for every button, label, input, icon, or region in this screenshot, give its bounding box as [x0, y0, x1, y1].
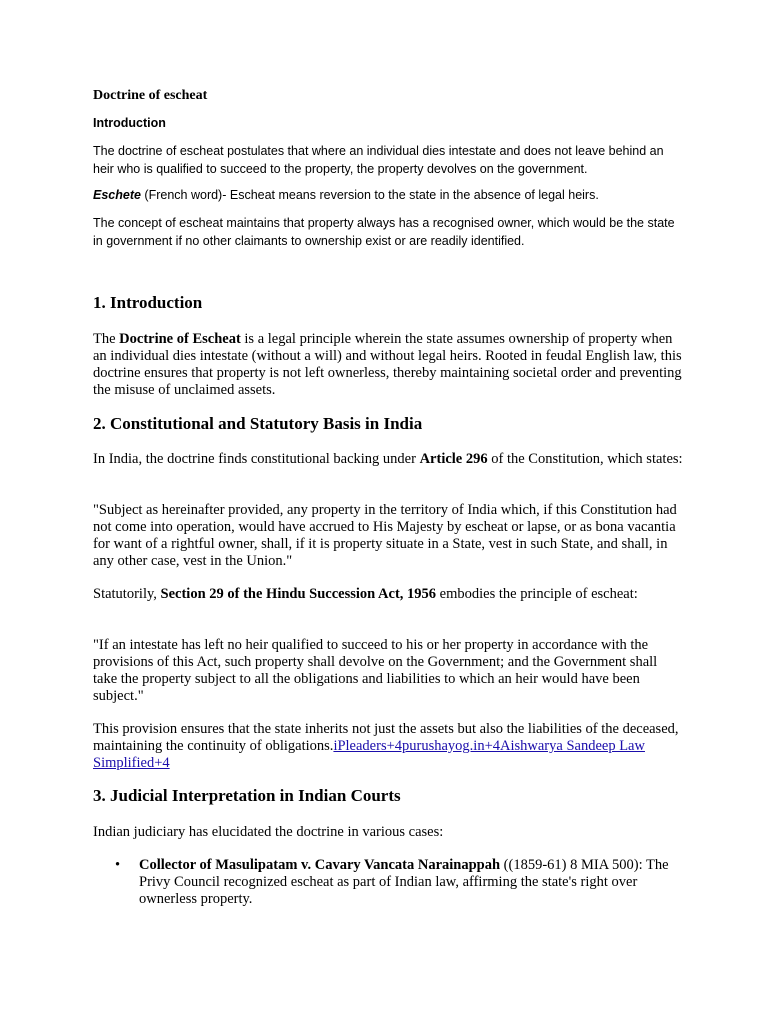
case-list	[93, 857, 683, 908]
section2-p3-text: This provision ensures that the state inherits not just the assets but also the liabilities of the deceased, maintaining the continuity of obligations.	[93, 721, 679, 754]
section1-text-bold: Doctrine of Escheat	[119, 331, 241, 347]
bullet-icon: •	[115, 857, 121, 873]
section1-paragraph	[93, 331, 683, 399]
section2-p1-pre: In India, the doctrine finds constitutional backing under	[93, 451, 420, 467]
section2-heading: 2. Constitutional and Statutory Basis in India	[93, 414, 423, 433]
section2-paragraph2	[93, 586, 683, 603]
case-name: Collector of Masulipatam v. Cavary Vancata Narainappah	[139, 857, 501, 873]
eschete-definition: (French word)- Escheat means reversion to the state in the absence of legal heirs.	[140, 188, 599, 202]
section2-p2-post: embodies the principle of escheat:	[436, 586, 638, 602]
section3-heading: 3. Judicial Interpretation in Indian Courts	[93, 786, 401, 805]
section3-intro: Indian judiciary has elucidated the doctrine in various cases:	[93, 824, 444, 840]
section1-text-post: is a legal principle wherein the state assumes ownership of property when an individual dies intestate (without a will) and without legal heirs. Rooted in feudal English law, this doctrine ensures that property is not left ownerless, thereby maintaining societal order and preventing the misuse of unclaimed assets.	[93, 331, 682, 398]
section2-paragraph1	[93, 451, 683, 468]
section29-quote: "If an intestate has left no heir qualified to succeed to his or her property in accordance with the provisions of this Act, such property shall devolve on the Government; and the Government shall take the property subject to all the obligations and liabilities to which an heir would have been subject."	[93, 637, 658, 704]
section2-paragraph3	[93, 721, 683, 772]
intro-heading: Introduction	[93, 116, 166, 130]
intro-paragraph: The doctrine of escheat postulates that where an individual dies intestate and does not leave behind an heir who is qualified to succeed to the property, the property devolves on the government.	[93, 144, 664, 176]
section1-heading: 1. Introduction	[93, 293, 203, 312]
document-title: Doctrine of escheat	[93, 88, 208, 103]
section1-text-pre: The	[93, 331, 120, 347]
concept-paragraph: The concept of escheat maintains that property always has a recognised owner, which would be the state in government if no other claimants to ownership exist or are readily identified.	[93, 216, 675, 248]
section2-p2-bold: Section 29 of the Hindu Succession Act, 1956	[160, 586, 437, 602]
section2-p2-pre: Statutorily,	[93, 586, 161, 602]
case-description: ((1859-61) 8 MIA 500): The Privy Council recognized escheat as part of Indian law, affirming the state's right over ownerless property.	[139, 857, 669, 907]
list-item	[93, 857, 683, 908]
citation-link[interactable]: iPleaders+4purushayog.in+4Aishwarya Sandeep Law Simplified+4	[93, 738, 645, 771]
section2-p1-bold: Article 296	[419, 451, 488, 467]
eschete-term: Eschete	[93, 188, 141, 202]
eschete-paragraph	[93, 186, 683, 204]
section2-p1-post: of the Constitution, which states:	[487, 451, 683, 467]
article296-quote: "Subject as hereinafter provided, any property in the territory of India which, if this Constitution had not come into operation, would have accrued to His Majesty by escheat or lapse, or as bona vacantia for want of a rightful owner, shall, if it is property situate in a State, vest in such State, and shall, in any other case, vest in the Union."	[93, 502, 677, 569]
